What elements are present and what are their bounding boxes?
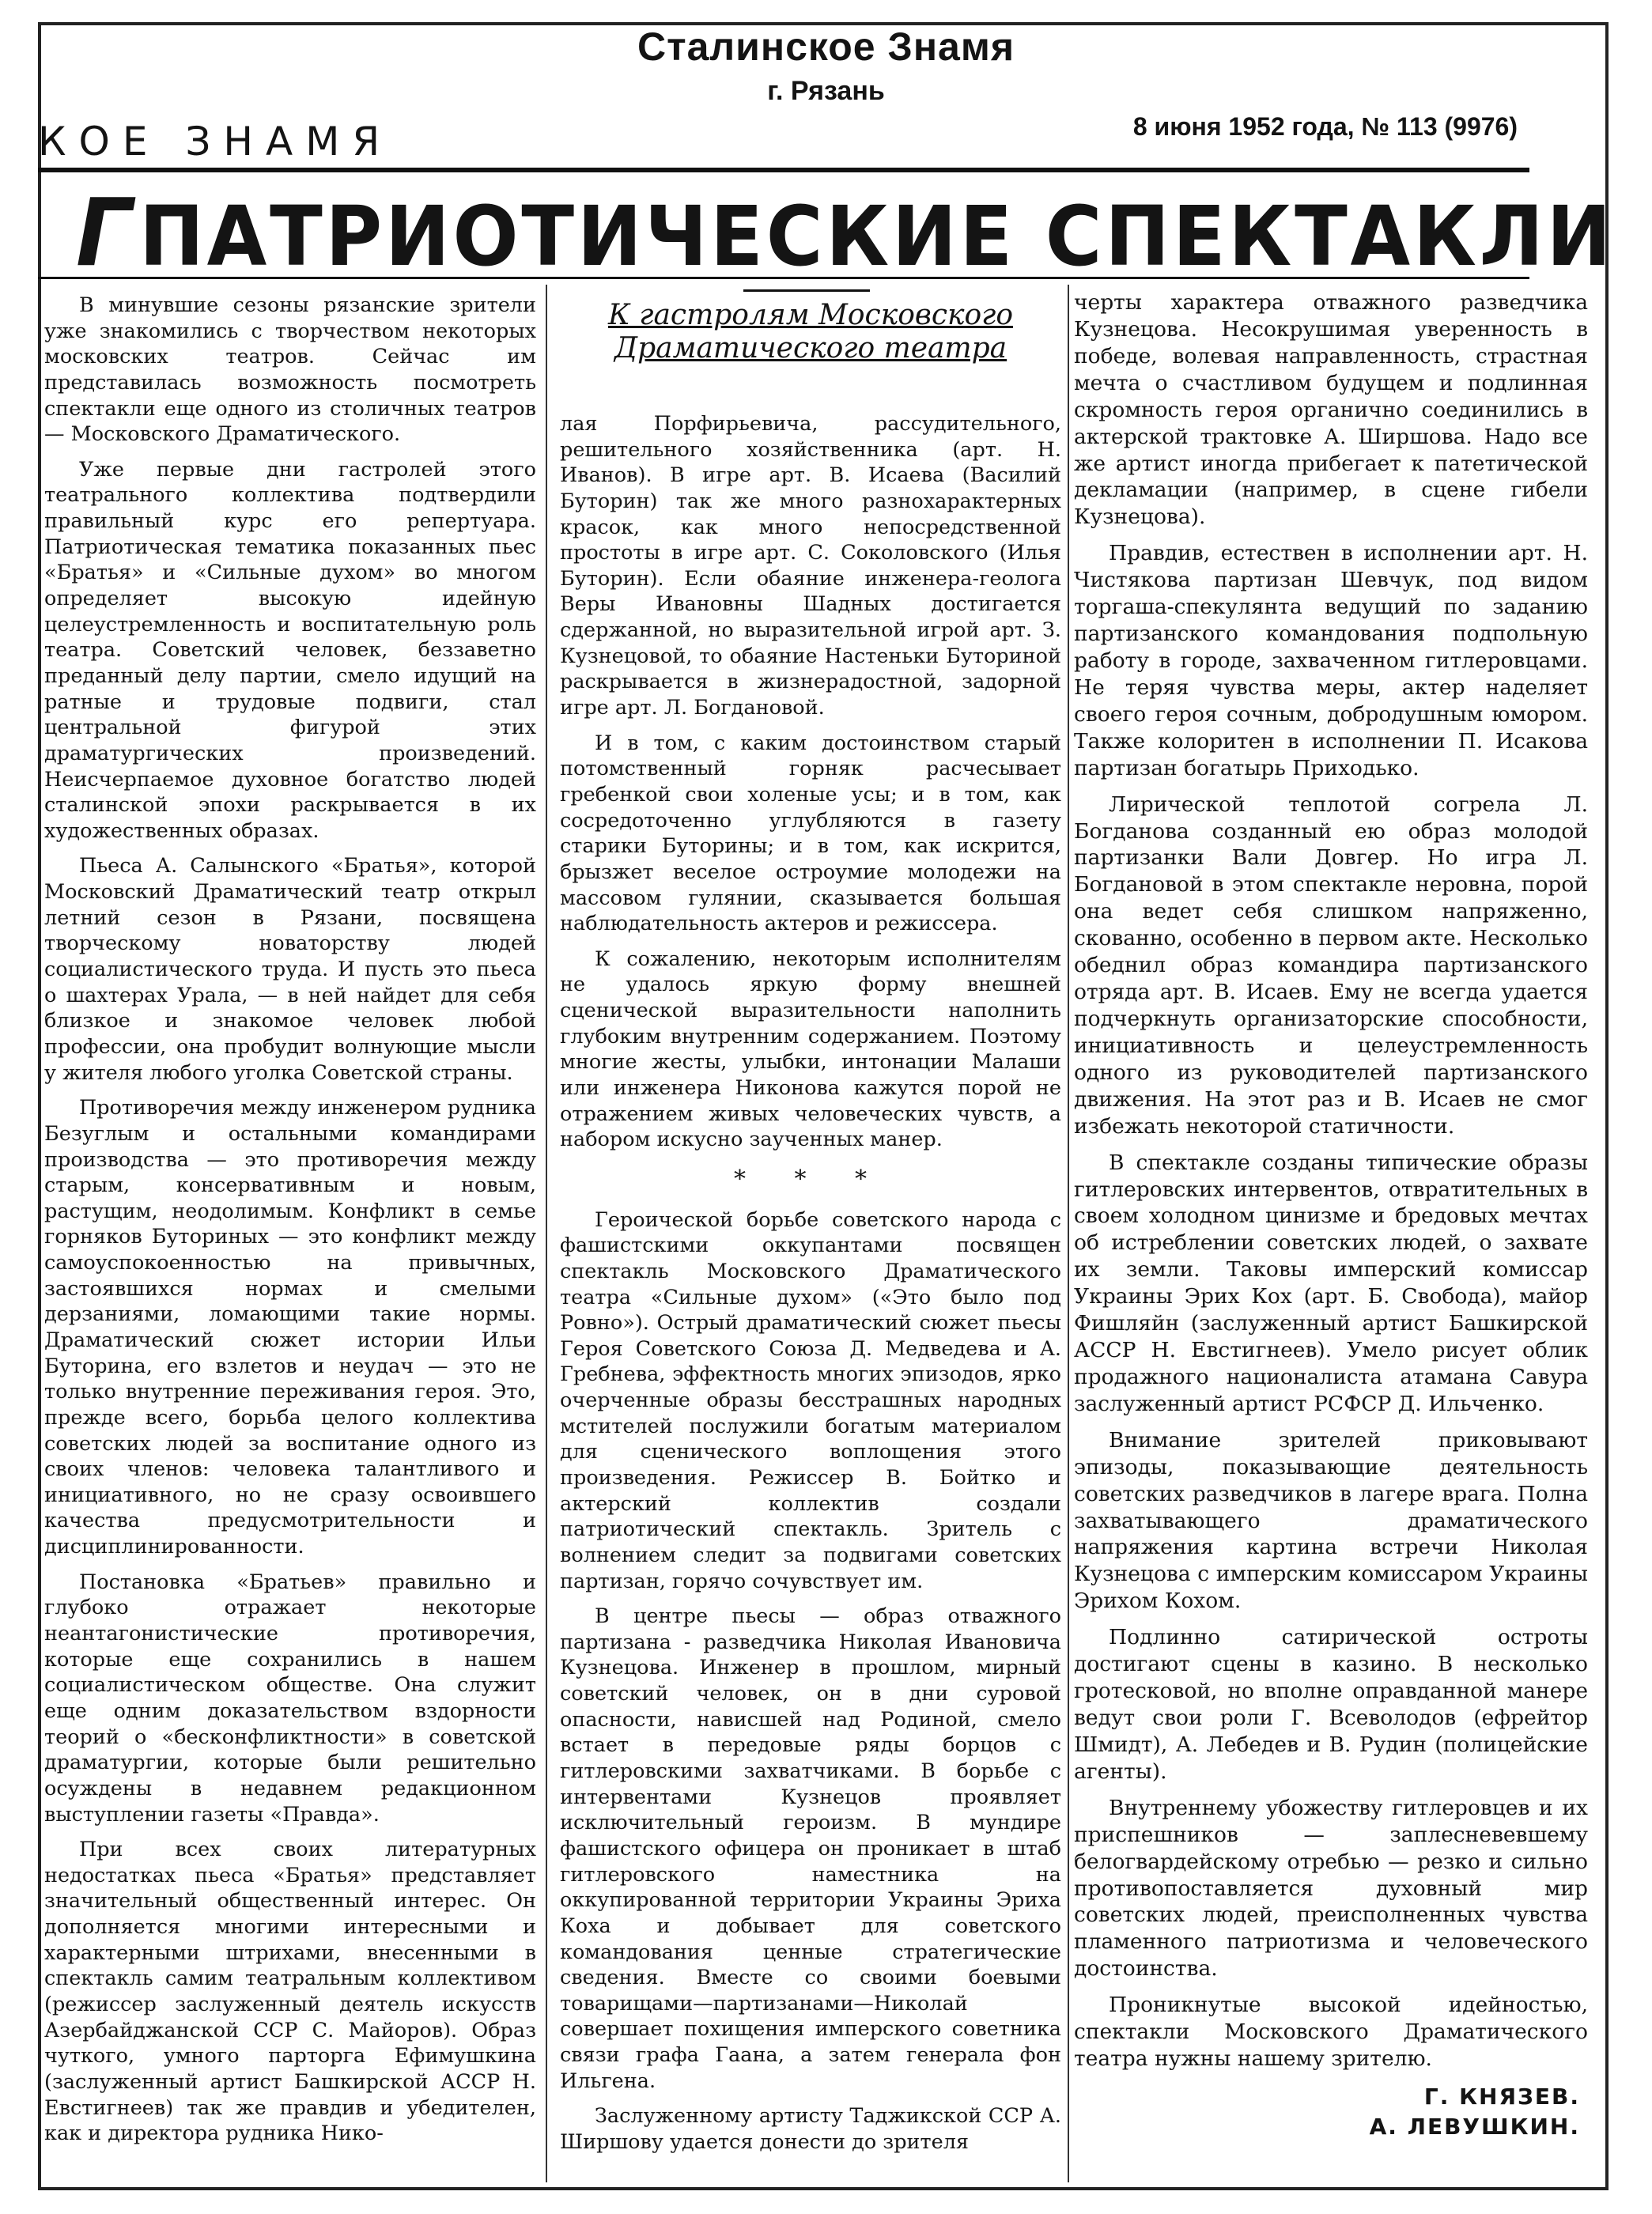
paragraph: Постановка «Братьев» правильно и глубоко отражает некоторые неантагонистические противоречия, которые еще сохранились в нашем социалистическом обществе. Она служит еще одним доказательством вздорности теорий о «бесконфликтности» в советской драматургии, которые были решительно осуждены в недавнем редакционном выступлении газеты «Правда». [44,1570,536,1827]
author-1: Г. КНЯЗЕВ. [1423,2084,1580,2110]
paragraph: Лирической теплотой согрела Л. Богданова созданный ею образ молодой партизанки Вали Довгер. Но игра Л. Богдановой в этом спектакле неровна, порой она ведет себя слишком напряженно, скованно, особенно в первом акте. Несколько обеднил образ командира партизанского отряда арт. В. Исаев. Ему не всегда удается подчеркнуть организаторские способности, инициативность и целеустремленность одного из руководителей партизанского движения. На этот раз и В. Исаев не смог избежать некоторой статичности. [1074,792,1588,1139]
column-divider-2 [1068,285,1069,2182]
paragraph: Подлинно сатирической остроты достигают сцены в казино. В несколько гротесковой, но вполне оправданной манере ведут свои роли Г. Всеволодов (ефрейтор Шмидт), А. Лебедев и В. Рудин (полицейские агенты). [1074,1625,1588,1784]
paragraph: Противоречия между инженером рудника Безуглым и остальными командирами производства — это противоречия между старым, консервативным и новым, растущим, неодолимым. Конфликт в семье горняков Бутoриных — это конфликт между самоуспокоенностью на привычных, застоявшихся нормах и смелыми дерзаниями, ломающими такие нормы. Драматический сюжет истории Ильи Буторина, его взлетов и неудач — это не только внутренние переживания героя. Это, прежде всего, борьба целого коллектива советских людей за воспитание одного из своих членов: человека талантливого и инициативного, но не сразу освоившего качества предусмотрительности и дисциплинированности. [44,1096,536,1559]
paragraph: Заслуженному артисту Таджикской ССР А. Ширшову удается донести до зрителя [560,2104,1061,2154]
paragraph: Пьеса А. Салынского «Братья», которой Московский Драматический театр открыл летний сезон в Рязани, посвящена творческому новаторству людей социалистического труда. И пусть это пьеса о шахтерах Урала, — в ней найдет для себя близкое и знакомое человек любой профессии, она пробудит волнующие мысли у жителя любого уголка Советской страны. [44,854,536,1085]
paragraph: лая Порфирьевича, рассудительного, решительного хозяйственника (арт. Н. Иванов). В игре арт. В. Исаева (Василий Буторин) так же много разнохарактерных красок, как много непосредственной простоты в игре арт. С. Соколовского (Илья Буторин). Если обаяние инженера-геолога Веры Ивановны Шадных достигается сдержанной, но выразительной игрой арт. З. Кузнецовой, то обаяние Настеньки Буториной раскрывается в жизнерадостной, задорной игре арт. Л. Богдановой. [560,412,1061,720]
paragraph: К сожалению, некоторым исполнителям не удалось яркую форму внешней сценической выразительности наполнить глубоким внутренним содержанием. Поэтому многие жесты, улыбки, интонации Малаши или инженера Никонова кажутся порой не отражением живых человеческих чувств, а набором искусно заученных манер. [560,946,1061,1152]
dateline: 8 июня 1952 года, № 113 (9976) [1132,112,1518,141]
paragraph: черты характера отважного разведчика Кузнецова. Несокрушимая уверенность в победе, волевая направленность, страстная мечта о счастливом будущем и подлинная скромность героя органично соединились в актерской трактовке А. Ширшова. Надо все же артист иногда прибегает к патетической декламации (например, в сцене гибели Кузнецова). [1074,290,1588,530]
paragraph: При всех своих литературных недостатках пьеса «Братья» представляет значительный общественный интерес. Он дополняется многими интересными и характерными штрихами, внесенными в спектакль самим театральным коллективом (режиссер заслуженный деятель искусств Азербайджанской ССР С. Майоров). Образ чуткого, умного парторга Ефимушкина (заслуженный артист Башкирской АССР Н. Евстигнеев) так же правдив и убедителен, как и директора рудника Нико- [44,1838,536,2146]
subheading-line-1: К гастролям Московского [607,299,1014,331]
section-separator: * * * [733,1165,888,1193]
newspaper-title: Сталинское Знамя [637,25,1015,69]
author-2: А. ЛЕВУШКИН. [1369,2114,1580,2140]
paragraph: Проникнутые высокой идейностью, спектакли Московского Драматического театра нужны нашему зрителю. [1074,1993,1588,2072]
paragraph: И в том, с каким достоинством старый потомственный горняк расчесывает гребенкой свои холеные усы; и в том, как сосредоточенно углубляются в газету старики Буторины; и в том, как искрится, брызжет веселое остроумие молодежи на массовом гулянии, сказывается большая наблюдательность актеров и режиссера. [560,731,1061,936]
paragraph: Внутреннему убожеству гитлеровцев и их приспешников — заплесневевшему белогвардейскому отребью — резко и сильно противопоставляется духовный мир советских людей, преисполненных чувства пламенного патриотизма и человеческого достоинства. [1074,1795,1588,1982]
column-2 [560,411,1061,2165]
column-3 [1074,289,1588,2142]
column-divider-1 [546,285,547,2182]
paragraph: Героической борьбе советского народа с фашистскими оккупантами посвящен спектакль Московского Драматического театра «Сильные духом» («Это было под Ровно»). Острый драматический сюжет пьесы Героя Советского Союза Д. Медведева и А. Гребнева, эффектность многих эпизодов, ярко очерченные образы бесстрашных народных мстителей послужили богатым материалом для сценического воплощения этого произведения. Режиссер В. Бойтко и актерский коллектив создали патриотический спектакль. Зритель с волнением следит за подвигами советских партизан, горячо сочувствует им. [560,1207,1061,1593]
subhead-rule [743,289,870,292]
paragraph: Правдив, естествен в исполнении арт. Н. Чистякова партизан Шевчук, под видом торгаша-спекулянта ведущий по заданию партизанского командования подпольную работу в городе, захваченном гитлеровцами. Не теряя чувства меры, актер наделяет своего героя сочным, добродушным юмором. Также колоритен в исполнении П. Исакова партизан богатырь Приходько. [1074,541,1588,780]
top-rule [38,168,1529,172]
paragraph: В спектакле созданы типические образы гитлеровских интервентов, отвратительных в своем холодном цинизме и бредовых мечтах об истреблении советских людей, о захвате их земли. Таковы имперский комиссар Украины Эрих Кох (арт. Б. Свобода), майор Фишляйн (заслуженный артист Башкирской АССР Н. Евстигнеев). Умело рисует облик продажного националиста атамана Савура заслуженный артист РСФСР Д. Ильченко. [1074,1150,1588,1416]
paragraph: Внимание зрителей приковывают эпизоды, показывающие деятельность советских разведчиков в лагере врага. Полна захватывающего драматического напряжения картина встречи Николая Кузнецова с имперским комиссаром Украины Эрихом Кохом. [1074,1427,1588,1614]
headline-dropcap: Г [76,178,135,287]
headline-rule [38,277,1529,279]
paragraph: В минувшие сезоны рязанские зрители уже знакомились с творчеством некоторых московских театров. Сейчас им представилась возможность посмотреть спектакли еще одного из столичных театров — Московского Драматического. [44,293,536,447]
headline-text: ПАТРИОТИЧЕСКИЕ СПЕКТАКЛИ [139,188,1615,285]
paragraph: В центре пьесы — образ отважного партизана - разведчика Николая Ивановича Кузнецова. Инженер в прошлом, мирный советский человек, он в дни суровой опасности, нависшей над Родиной, смело встает в передовые ряды борцов с гитлеровскими захватчиками. В борьбе с интервентами Кузнецов проявляет исключительный героизм. В мундире фашистского офицера он проникает в штаб гитлеровского наместника на оккупированной территории Украины Эриха Коха и добывает для советского командования ценные стратегические сведения. Вместе со своими боевыми товарищами—партизанами—Николай совершает похищения имперского советника связи графа Гаана, а затем генерала фон Ильгена. [560,1604,1061,2093]
column-1 [44,293,536,2156]
banner-fragment: КОЕ ЗНАМЯ [38,119,393,164]
headline [76,178,1614,287]
author-signature [1074,2082,1588,2142]
newspaper-city: г. Рязань [767,76,885,106]
subheading [560,299,1061,365]
paragraph: Уже первые дни гастролей этого театрального коллектива подтвердили правильный курс его репертуара. Патриотическая тематика показанных пьес «Братья» и «Сильные духом» во многом определяет высокую идейную целеустремленность и воспитательную роль театра. Советский человек, беззаветно преданный делу партии, смело идущий на ратные и трудовые подвиги, стал центральной фигурой этих драматургических произведений. Неисчерпаемое духовное богатство людей сталинской эпохи раскрывается в их художественных образах. [44,457,536,843]
subheading-line-2: Драматического театра [614,332,1007,365]
